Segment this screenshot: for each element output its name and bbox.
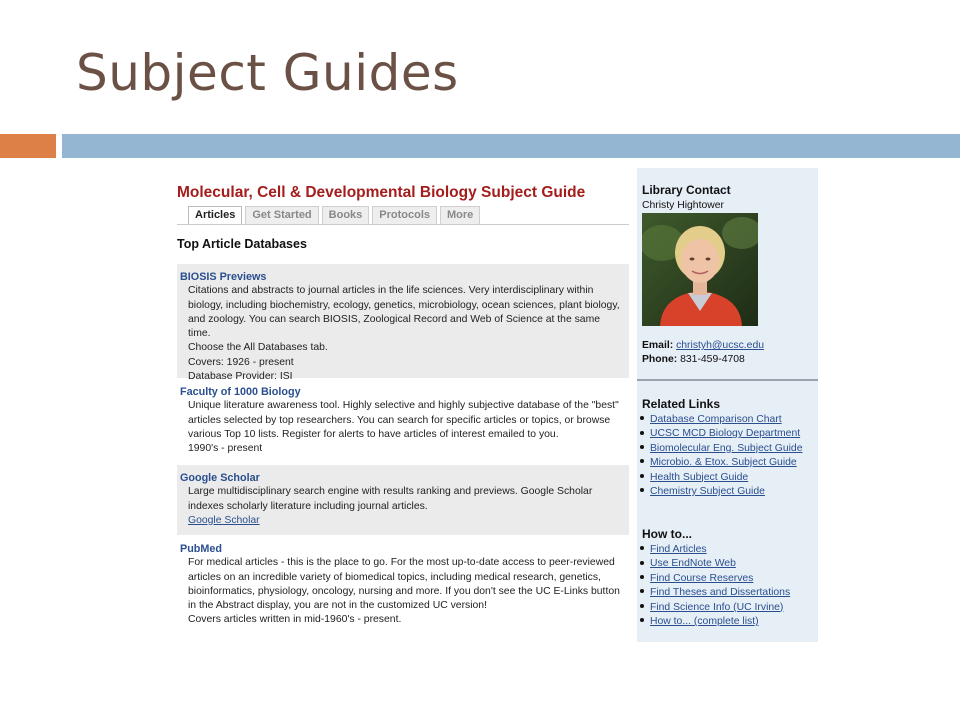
database-entry-google-scholar xyxy=(177,465,629,535)
contact-phone xyxy=(642,354,745,365)
accent-bar-orange xyxy=(0,134,56,158)
tab-more[interactable]: More xyxy=(440,206,480,224)
bullet-icon xyxy=(640,561,644,565)
coverage-line: 1990's - present xyxy=(188,443,263,455)
contact-photo xyxy=(642,213,758,326)
bullet-icon xyxy=(640,459,644,463)
bullet-icon xyxy=(640,546,644,550)
how-to-link[interactable]: Use EndNote Web xyxy=(650,558,736,570)
related-link-item[interactable] xyxy=(640,485,802,499)
database-description xyxy=(180,399,625,456)
provider-line: Database Provider: ISI xyxy=(188,371,293,383)
bullet-icon xyxy=(640,416,644,420)
description-line: various Top 10 lists. Register for alerts to have articles of interest emailed to you. xyxy=(188,428,559,440)
tab-get-started[interactable]: Get Started xyxy=(245,206,318,224)
related-link[interactable]: UCSC MCD Biology Department xyxy=(650,428,801,440)
description-line: articles selected by top researchers. You can search for specific articles or topics, or browse xyxy=(188,414,611,426)
how-to-link[interactable]: Find Theses and Dissertations xyxy=(650,587,791,599)
subject-guide-screenshot xyxy=(168,168,818,642)
bullet-icon xyxy=(640,604,644,608)
related-link-item[interactable] xyxy=(640,456,802,470)
guide-main-panel xyxy=(168,168,632,642)
bullet-icon xyxy=(640,618,644,622)
related-link[interactable]: Chemistry Subject Guide xyxy=(650,485,765,497)
related-link[interactable]: Database Comparison Chart xyxy=(650,414,782,425)
how-to-link[interactable]: Find Course Reserves xyxy=(650,572,754,584)
email-link[interactable]: christyh@ucsc.edu xyxy=(676,340,765,351)
related-link[interactable]: Microbio. & Etox. Subject Guide xyxy=(650,457,797,469)
database-description xyxy=(180,485,625,528)
database-entry-biosis xyxy=(177,264,629,383)
coverage-line: Covers: 1926 - present xyxy=(188,356,294,368)
sidebar-divider xyxy=(637,379,818,381)
tab-articles[interactable]: Articles xyxy=(188,206,242,224)
database-description xyxy=(180,556,625,627)
description-line: Unique literature awareness tool. Highly selective and highly subjective database of the "best" xyxy=(188,400,619,412)
contact-email xyxy=(642,340,764,351)
how-to-heading: How to... xyxy=(642,527,692,541)
how-to-item[interactable] xyxy=(640,601,790,615)
related-link[interactable]: Health Subject Guide xyxy=(650,471,749,483)
guide-title: Molecular, Cell & Developmental Biology Subject Guide xyxy=(177,184,586,201)
how-to-item[interactable] xyxy=(640,615,790,629)
guide-sidebar xyxy=(637,168,818,642)
tab-underline xyxy=(177,224,629,225)
tab-protocols[interactable]: Protocols xyxy=(372,206,437,224)
bullet-icon xyxy=(640,589,644,593)
database-link-pubmed[interactable]: PubMed xyxy=(180,543,222,555)
description-line: and zoology. You can search BIOSIS, Zoological Record and Web of Science at the same time. xyxy=(188,313,601,340)
phone-label: Phone: xyxy=(642,354,678,365)
related-link-item[interactable] xyxy=(640,427,802,441)
description-line: Citations and abstracts to journal articles in the life sciences. Very interdisciplinary within xyxy=(188,285,594,297)
how-to-item[interactable] xyxy=(640,572,790,586)
related-links-list xyxy=(640,413,802,499)
related-links-heading: Related Links xyxy=(642,397,721,411)
related-link-item[interactable] xyxy=(640,471,802,485)
description-line: bioinformatics, physiology, oncology, nursing and more. If you don't see the UC E-Links button xyxy=(188,585,620,597)
bullet-icon xyxy=(640,474,644,478)
description-line: Large multidisciplinary search engine with results ranking and previews. Google Scholar xyxy=(188,486,593,498)
bullet-icon xyxy=(640,431,644,435)
description-line: articles on an incredible variety of biomedical topics, including medical research, genetics, xyxy=(188,571,601,583)
contact-name: Christy Hightower xyxy=(642,200,724,211)
database-link-faculty-1000[interactable]: Faculty of 1000 Biology xyxy=(180,386,301,398)
related-link-item[interactable] xyxy=(640,413,802,427)
how-to-link[interactable]: Find Articles xyxy=(650,544,707,555)
google-scholar-link[interactable]: Google Scholar xyxy=(188,514,260,526)
description-line: Choose the All Databases tab. xyxy=(188,342,328,354)
description-line: For medical articles - this is the place to go. For the most up-to-date access to peer-reviewed xyxy=(188,557,615,569)
database-entry-faculty-1000 xyxy=(177,379,629,463)
related-link[interactable]: Biomolecular Eng. Subject Guide xyxy=(650,442,803,454)
guide-tabs xyxy=(188,206,480,224)
how-to-list xyxy=(640,543,790,629)
database-description xyxy=(180,284,625,384)
slide-title: Subject Guides xyxy=(76,44,459,102)
phone-number: 831-459-4708 xyxy=(680,354,745,365)
section-title: Top Article Databases xyxy=(177,237,307,251)
how-to-link[interactable]: How to... (complete list) xyxy=(650,615,759,627)
how-to-item[interactable] xyxy=(640,586,790,600)
database-entry-pubmed xyxy=(177,536,629,636)
coverage-line: Covers articles written in mid-1960's - present. xyxy=(188,614,402,626)
how-to-item[interactable] xyxy=(640,557,790,571)
library-contact-heading: Library Contact xyxy=(642,183,731,197)
tab-books[interactable]: Books xyxy=(322,206,370,224)
how-to-item[interactable] xyxy=(640,543,790,557)
bullet-icon xyxy=(640,488,644,492)
bullet-icon xyxy=(640,575,644,579)
description-line: in the Abstract display, you are not in the customized UC version! xyxy=(188,600,487,612)
related-link-item[interactable] xyxy=(640,442,802,456)
description-line: biology, including biochemistry, ecology, genetics, microbiology, ocean sciences, plant biology, xyxy=(188,299,620,311)
accent-bar-blue xyxy=(62,134,960,158)
description-line: indexes scholarly literature including journal articles. xyxy=(188,500,428,512)
email-label: Email: xyxy=(642,340,674,351)
database-link-google-scholar[interactable]: Google Scholar xyxy=(180,472,260,484)
database-link-biosis[interactable]: BIOSIS Previews xyxy=(180,271,267,283)
bullet-icon xyxy=(640,445,644,449)
how-to-link[interactable]: Find Science Info (UC Irvine) xyxy=(650,601,784,613)
